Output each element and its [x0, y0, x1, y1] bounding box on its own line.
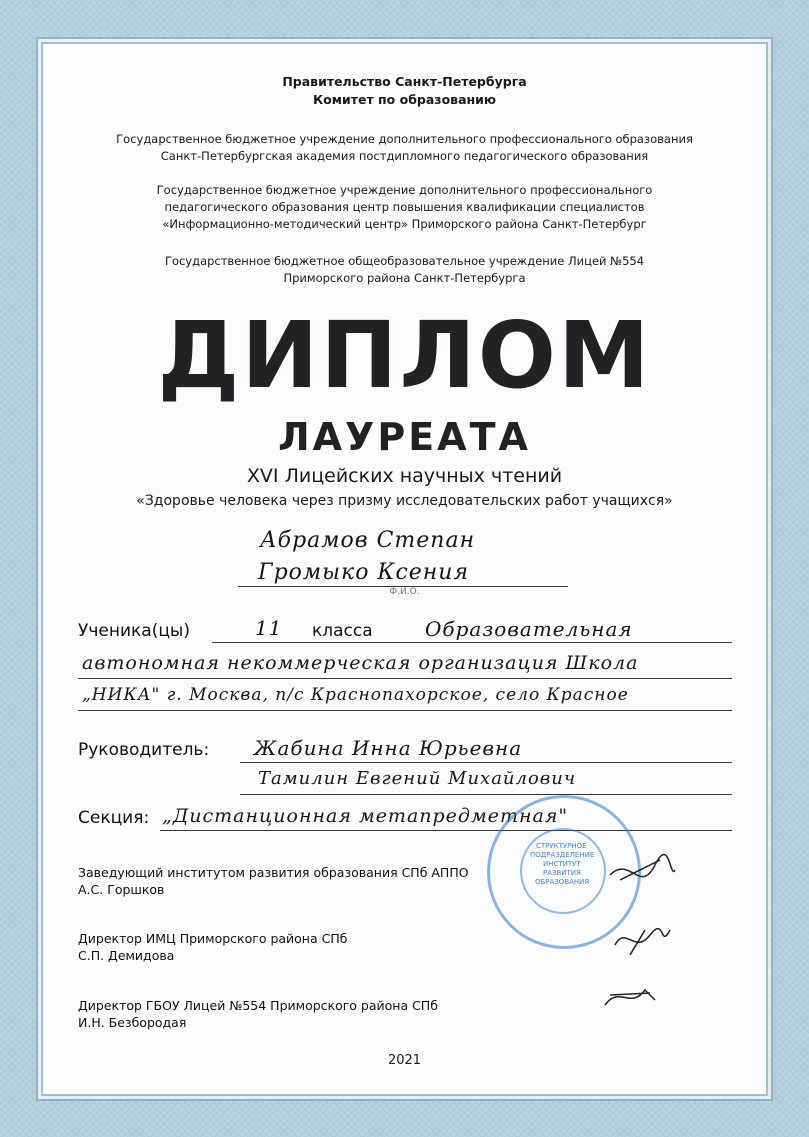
participant-name-1: Абрамов Степан: [260, 528, 476, 553]
stamp-line-5: ОБРАЗОВАНИЯ: [535, 878, 590, 886]
section-label: Секция:: [78, 808, 150, 828]
signatory-2: [78, 930, 347, 964]
section-value: „Дистанционная метапредметная": [162, 805, 569, 827]
gov-header: Правительство Санкт-Петербурга: [282, 74, 527, 89]
signatory-2-title: Директор ИМЦ Приморского района СПб: [78, 931, 348, 946]
signatory-3-title: Директор ГБОУ Лицей №554 Приморского района СПб: [78, 998, 438, 1013]
committee-header: Комитет по образованию: [312, 92, 497, 107]
signatory-3: [78, 997, 438, 1031]
org-2-line-2: педагогического образования центр повышения квалификации специалистов: [164, 200, 645, 214]
stamp-line-1: СТРУКТУРНОЕ: [536, 842, 587, 850]
diploma-title: ДИПЛОМ: [157, 302, 652, 409]
supervisor-underline-1: [240, 762, 732, 763]
stamp-line-2: ПОДРАЗДЕЛЕНИЕ: [530, 851, 595, 859]
signatory-1-title: Заведующий институтом развития образования СПб АППО: [78, 865, 469, 880]
supervisor-1: Жабина Инна Юрьевна: [254, 736, 523, 760]
event-name: XVI Лицейских научных чтений: [246, 465, 563, 487]
signatory-2-name: С.П. Демидова: [78, 948, 175, 963]
class-label: класса: [312, 621, 373, 641]
org-3-line-1: Государственное бюджетное общеобразовательное учреждение Лицей №554: [164, 254, 645, 268]
signature-2-icon: [615, 929, 670, 955]
school-line-2: автономная некоммерческая организация Школа: [82, 652, 639, 674]
section-underline: [160, 830, 732, 831]
org-1-line-1: Государственное бюджетное учреждение дополнительного профессионального образования: [116, 132, 693, 146]
org-3-line-2: Приморского района Санкт-Петербурга: [283, 271, 526, 285]
grade-value: 11: [255, 616, 283, 640]
supervisor-2: Тамилин Евгений Михайлович: [258, 768, 577, 789]
supervisor-label: Руководитель:: [78, 740, 210, 760]
event-theme: «Здоровье человека через призму исследовательских работ учащихся»: [136, 493, 673, 509]
signature-1-icon: [610, 855, 675, 880]
stamp-line-4: РАЗВИТИЯ: [543, 869, 581, 877]
school-underline-2: [78, 678, 732, 679]
org-2-line-3: «Информационно-методический центр» Приморского района Санкт-Петербург: [162, 217, 647, 231]
org-2-line-1: Государственное бюджетное учреждение дополнительного профессионального: [156, 183, 653, 197]
org-1-line-2: Санкт-Петербургская академия постдипломного педагогического образования: [160, 149, 649, 163]
stamp-line-3: ИНСТИТУТ: [543, 860, 581, 868]
fio-caption: Ф.И.О.: [389, 587, 420, 597]
signature-3-icon: [605, 990, 655, 1005]
signatory-1: [78, 864, 469, 898]
participant-name-2: Громыко Ксения: [258, 560, 470, 585]
year: 2021: [387, 1053, 422, 1068]
student-label: Ученика(цы): [78, 621, 190, 641]
signatory-1-name: А.С. Горшков: [78, 882, 165, 897]
signatory-3-name: И.Н. Безбородая: [78, 1015, 187, 1030]
diploma-subtitle: ЛАУРЕАТА: [278, 415, 531, 459]
school-underline-1: [212, 642, 732, 643]
handwritten-signatures: [600, 835, 680, 1015]
supervisor-underline-2: [240, 794, 732, 795]
school-line-1: Образовательная: [425, 617, 633, 641]
school-underline-3: [78, 710, 732, 711]
school-line-3: „НИКА" г. Москва, п/с Краснопахорское, село Красное: [82, 685, 629, 705]
